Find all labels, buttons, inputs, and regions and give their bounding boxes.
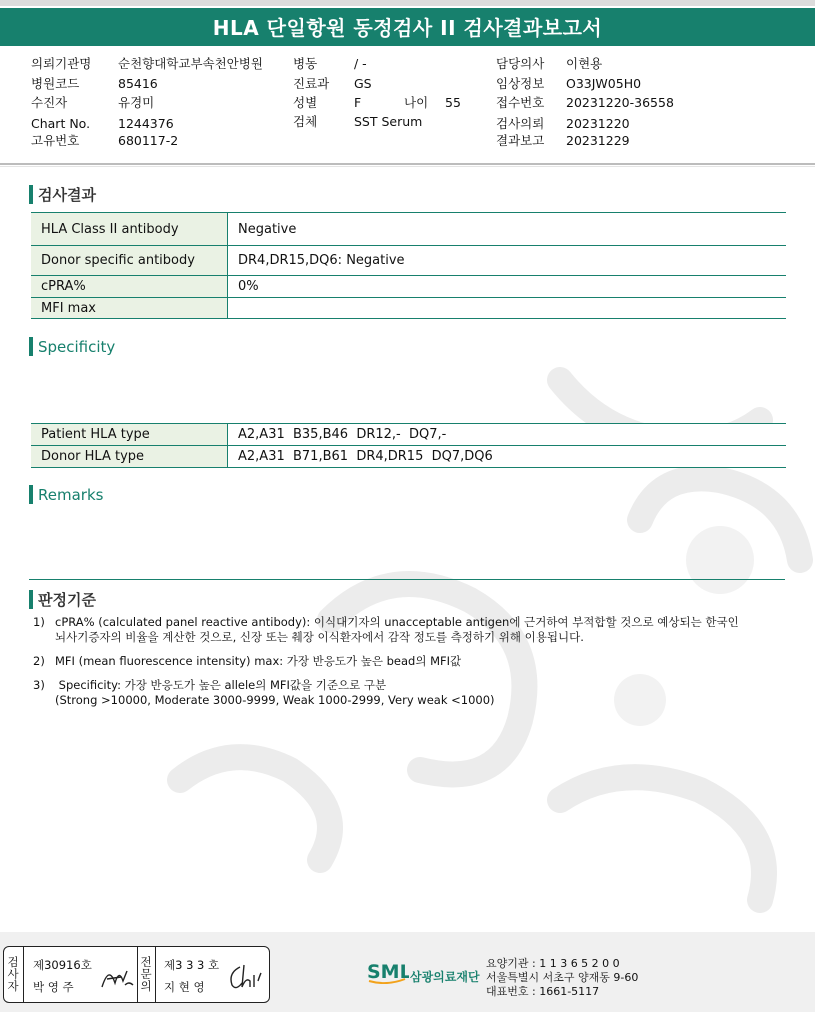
section-specificity-title: Specificity	[29, 337, 115, 356]
report-title: HLA 단일항원 동정검사 II 검사결과보고서	[0, 8, 815, 46]
label-char: 사	[7, 967, 19, 981]
criteria-number: 3)	[33, 678, 45, 692]
tester-name: 박 영 주	[33, 980, 74, 994]
section-remarks-title: Remarks	[29, 485, 103, 504]
label-char: 자	[7, 979, 19, 993]
criteria-item	[33, 654, 461, 669]
ward-value: / -	[354, 56, 367, 71]
header-separator-light	[0, 166, 815, 167]
sex-value: F	[354, 95, 362, 110]
table-row	[31, 446, 786, 468]
table-row	[31, 276, 786, 298]
signature-box	[3, 946, 270, 1003]
criteria-text: cPRA% (calculated panel reactive antibody): 이식대기자의 unacceptable antigen에 근거하여 부적합할 것으로 예상되는 한국인	[55, 615, 739, 629]
table-row	[31, 213, 786, 246]
institution-phone: 대표번호 : 1661-5117	[486, 985, 600, 998]
doctor-value: 이현용	[566, 56, 603, 71]
specialist-license-no: 제3 3 3 호	[164, 958, 220, 972]
result-value: DR4,DR15,DQ6: Negative	[228, 246, 787, 276]
result-label: cPRA%	[31, 276, 228, 298]
report-date-label: 결과보고	[496, 133, 545, 148]
specialist-vertical-label	[139, 956, 153, 992]
criteria-divider	[29, 579, 785, 580]
result-value	[228, 298, 787, 319]
label-char: 문	[140, 967, 152, 981]
hla-type-label: Donor HLA type	[31, 446, 228, 468]
criteria-item	[33, 615, 739, 645]
sex-label: 성별	[293, 95, 318, 110]
chart-no-label: Chart No.	[31, 116, 91, 131]
result-label: HLA Class II antibody	[31, 213, 228, 246]
hla-type-value: A2,A31 B35,B46 DR12,- DQ7,-	[228, 424, 787, 446]
specimen-label: 검체	[293, 114, 318, 129]
criteria-text: MFI (mean fluorescence intensity) max: 가장 반응도가 높은 bead의 MFI값	[55, 654, 462, 668]
age-value: 55	[445, 95, 461, 110]
hospital-code-value: 85416	[118, 76, 158, 91]
institution-code: 요양기관 : 1 1 3 6 5 2 0 0	[486, 957, 620, 970]
report-date-value: 20231229	[566, 133, 630, 148]
results-table	[31, 212, 786, 319]
section-criteria-title: 판정기준	[29, 590, 96, 609]
section-results-title: 검사결과	[29, 185, 96, 204]
criteria-item	[33, 678, 495, 708]
department-label: 진료과	[293, 76, 330, 91]
hla-type-label: Patient HLA type	[31, 424, 228, 446]
label-char: 전	[140, 955, 152, 969]
table-row	[31, 298, 786, 319]
institution-address: 서울특별시 서초구 양재동 9-60	[486, 971, 639, 984]
result-label: Donor specific antibody	[31, 246, 228, 276]
divider-line	[155, 947, 156, 1002]
unique-no-value: 680117-2	[118, 133, 179, 148]
doctor-label: 담당의사	[496, 56, 545, 71]
sml-logo	[367, 958, 409, 988]
tester-license-no: 제30916호	[33, 958, 92, 972]
client-value: 순천향대학교부속천안병원	[118, 56, 263, 71]
ward-label: 병동	[293, 56, 318, 71]
department-value: GS	[354, 76, 372, 91]
result-value: 0%	[228, 276, 787, 298]
specialist-name: 지 현 영	[164, 980, 205, 994]
institution-info	[486, 957, 638, 999]
specialist-signature	[226, 961, 262, 993]
hla-type-value: A2,A31 B71,B61 DR4,DR15 DQ7,DQ6	[228, 446, 787, 468]
hospital-code-label: 병원코드	[31, 76, 80, 91]
specimen-value: SST Serum	[354, 114, 423, 129]
receipt-no-label: 접수번호	[496, 95, 545, 110]
criteria-text-cont: 뇌사기증자의 비율을 계산한 것으로, 신장 또는 췌장 이식환자에서 감작 정도를 측정하기 위해 이용됩니다.	[55, 630, 584, 644]
request-date-label: 검사의뢰	[496, 116, 545, 131]
table-row	[31, 246, 786, 276]
top-border	[0, 0, 815, 6]
patient-value: 유경미	[118, 95, 155, 110]
receipt-no-value: 20231220-36558	[566, 95, 674, 110]
criteria-number: 1)	[33, 615, 45, 629]
foundation-name: 삼광의료재단	[410, 970, 480, 984]
patient-label: 수진자	[31, 95, 68, 110]
tester-vertical-label	[6, 956, 20, 992]
criteria-text-cont: (Strong >10000, Moderate 3000-9999, Weak 1000-2999, Very weak <1000)	[55, 693, 495, 707]
result-label: MFI max	[31, 298, 228, 319]
logo-text: SML	[367, 961, 409, 983]
request-date-value: 20231220	[566, 116, 630, 131]
header-separator	[0, 163, 815, 165]
table-row	[31, 424, 786, 446]
result-value: Negative	[228, 213, 787, 246]
label-char: 의	[140, 979, 152, 993]
unique-no-label: 고유번호	[31, 133, 80, 148]
tester-signature	[99, 961, 135, 993]
hla-type-table	[31, 423, 786, 468]
divider-line	[23, 947, 24, 1002]
divider-line	[137, 947, 138, 1002]
chart-no-value: 1244376	[118, 116, 174, 131]
criteria-number: 2)	[33, 654, 45, 668]
clinical-info-label: 임상정보	[496, 76, 545, 91]
age-label: 나이	[404, 95, 429, 110]
label-char: 검	[7, 955, 19, 969]
client-label: 의뢰기관명	[31, 56, 92, 71]
criteria-text: Specificity: 가장 반응도가 높은 allele의 MFI값을 기준으로 구분	[55, 678, 387, 692]
clinical-info-value: O33JW05H0	[566, 76, 642, 91]
